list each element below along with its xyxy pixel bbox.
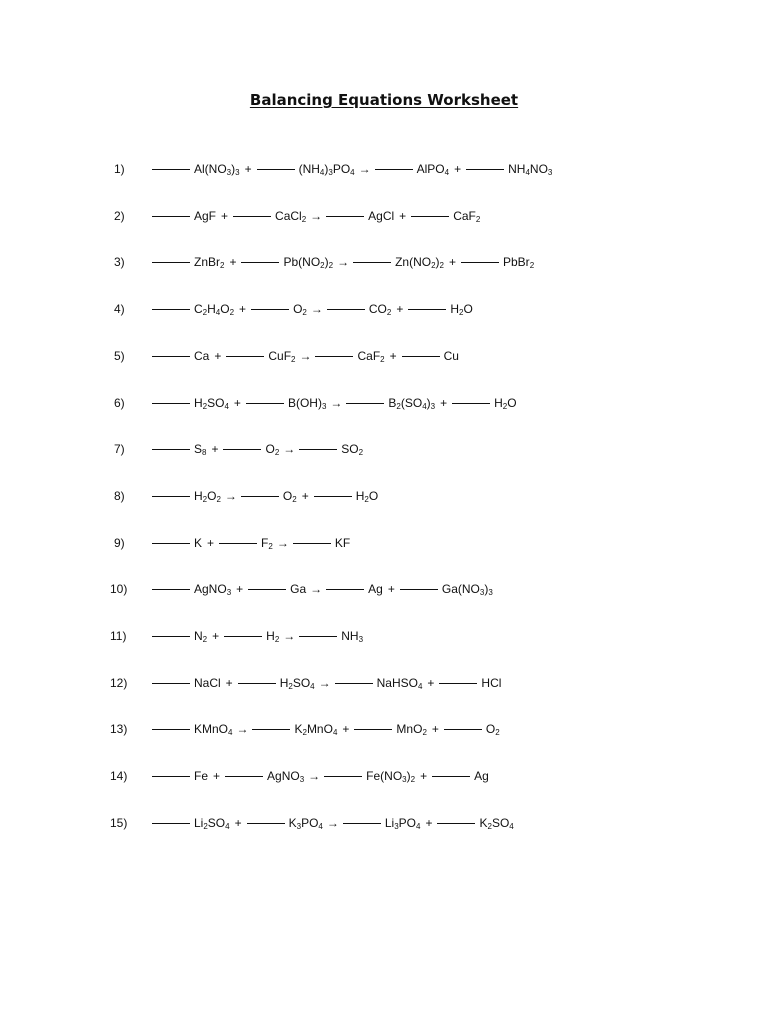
chemical-formula: $Li_3PO_4$	[384, 815, 421, 831]
plus-sign: +	[229, 255, 237, 270]
coefficient-blank[interactable]	[439, 682, 477, 684]
reaction-arrow-icon: →	[337, 255, 350, 270]
chemical-equation	[152, 205, 480, 227]
chemical-formula: Ga	[290, 582, 307, 597]
equation-number: 4)	[114, 302, 125, 317]
equation-number: 7)	[114, 442, 125, 457]
worksheet-title: Balancing Equations Worksheet	[249, 91, 519, 109]
chemical-formula: CaCl$_2$	[275, 208, 307, 224]
equation-number: 8)	[114, 488, 125, 503]
chemical-formula: AgNO$_3$	[267, 769, 305, 785]
equation-row	[0, 205, 768, 227]
coefficient-blank[interactable]	[335, 682, 373, 684]
coefficient-blank[interactable]	[251, 308, 289, 310]
chemical-formula: KF	[334, 535, 351, 550]
reaction-arrow-icon: →	[310, 302, 323, 317]
reaction-arrow-icon: →	[310, 582, 323, 597]
coefficient-blank[interactable]	[437, 822, 475, 824]
chemical-equation	[152, 298, 473, 320]
equation-row	[0, 485, 768, 507]
equation-row	[0, 345, 768, 367]
chemical-formula: KMnO$_4$	[194, 722, 233, 738]
plus-sign: +	[427, 675, 435, 690]
coefficient-blank[interactable]	[152, 308, 190, 310]
reaction-arrow-icon: →	[283, 629, 296, 643]
plus-sign: +	[236, 582, 244, 597]
chemical-formula: $O_2$	[485, 722, 500, 738]
coefficient-blank[interactable]	[241, 495, 279, 497]
chemical-formula: $C_2H_4O_2$	[194, 302, 235, 318]
equation-row	[0, 625, 768, 647]
chemical-formula: $S_8$	[194, 442, 207, 458]
coefficient-blank[interactable]	[326, 215, 364, 217]
chemical-formula: $NH_4NO_3$	[508, 162, 553, 177]
chemical-formula: AlPO$_4$	[416, 162, 450, 177]
coefficient-blank[interactable]	[466, 168, 504, 170]
chemical-formula: MnO$_2$	[396, 722, 427, 738]
chemical-formula: AgNO$_3$	[194, 582, 232, 598]
coefficient-blank[interactable]	[152, 448, 190, 450]
chemical-formula: $NH_3$	[341, 629, 364, 644]
chemical-equation	[152, 485, 378, 507]
chemical-formula: Fe	[194, 769, 209, 784]
reaction-arrow-icon: →	[276, 535, 289, 550]
chemical-formula: $H_2SO_4$	[279, 675, 315, 691]
chemical-formula: $H_2O$	[355, 488, 379, 504]
coefficient-blank[interactable]	[219, 542, 257, 544]
chemical-formula: $N_2$	[194, 629, 208, 644]
chemical-equation	[152, 812, 514, 834]
coefficient-blank[interactable]	[152, 215, 190, 217]
equation-number: 6)	[114, 395, 125, 410]
chemical-formula: Cu	[443, 348, 459, 363]
chemical-formula: Ag	[474, 769, 489, 784]
chemical-formula: NaHSO$_4$	[376, 675, 423, 691]
chemical-equation	[152, 532, 350, 554]
chemical-formula: $(NH_4)_3PO_4$	[298, 162, 355, 177]
chemical-equation	[152, 158, 552, 180]
chemical-formula: $H_2$	[266, 629, 280, 644]
plus-sign: +	[212, 629, 220, 643]
coefficient-blank[interactable]	[225, 775, 263, 777]
chemical-equation	[152, 392, 517, 414]
chemical-formula: Ca	[194, 348, 210, 363]
coefficient-blank[interactable]	[246, 402, 284, 404]
coefficient-blank[interactable]	[233, 215, 271, 217]
coefficient-blank[interactable]	[402, 355, 440, 357]
reaction-arrow-icon: →	[299, 348, 312, 363]
equation-row	[0, 765, 768, 787]
chemical-formula: HCl	[481, 675, 502, 690]
plus-sign: +	[301, 488, 309, 503]
chemical-formula: $H_2O$	[450, 302, 473, 318]
plus-sign: +	[342, 722, 350, 737]
plus-sign: +	[396, 302, 404, 317]
coefficient-blank[interactable]	[411, 215, 449, 217]
coefficient-blank[interactable]	[461, 261, 499, 263]
coefficient-blank[interactable]	[327, 308, 365, 310]
coefficient-blank[interactable]	[346, 402, 384, 404]
chemical-formula: $Ga(NO_3)_3$	[441, 582, 493, 598]
coefficient-blank[interactable]	[152, 261, 190, 263]
reaction-arrow-icon: →	[318, 675, 331, 690]
equation-number: 2)	[114, 208, 125, 223]
coefficient-blank[interactable]	[152, 682, 190, 684]
plus-sign: +	[420, 769, 428, 784]
chemical-formula: $Pb(NO_2)_2$	[283, 255, 334, 271]
coefficient-blank[interactable]	[152, 402, 190, 404]
chemical-formula: $CO_2$	[368, 302, 392, 318]
coefficient-blank[interactable]	[293, 542, 331, 544]
chemical-formula: $Fe(NO_3)_2$	[366, 769, 416, 785]
plus-sign: +	[389, 348, 397, 363]
coefficient-blank[interactable]	[247, 822, 285, 824]
coefficient-blank[interactable]	[326, 588, 364, 590]
coefficient-blank[interactable]	[152, 635, 190, 637]
coefficient-blank[interactable]	[238, 682, 276, 684]
coefficient-blank[interactable]	[223, 448, 261, 450]
coefficient-blank[interactable]	[152, 775, 190, 777]
reaction-arrow-icon: →	[308, 769, 321, 784]
chemical-formula: $K_2SO_4$	[479, 815, 514, 831]
coefficient-blank[interactable]	[408, 308, 446, 310]
coefficient-blank[interactable]	[152, 495, 190, 497]
plus-sign: +	[207, 535, 215, 550]
coefficient-blank[interactable]	[314, 495, 352, 497]
plus-sign: +	[244, 162, 252, 176]
chemical-equation	[152, 438, 363, 460]
coefficient-blank[interactable]	[315, 355, 353, 357]
chemical-formula: $O_2$	[265, 442, 280, 458]
chemical-equation	[152, 718, 500, 740]
chemical-formula: $H_2SO_4$	[194, 395, 229, 411]
equation-number: 1)	[114, 162, 125, 176]
chemical-formula: CuF$_2$	[268, 348, 296, 364]
coefficient-blank[interactable]	[152, 168, 190, 170]
chemical-formula: AgCl	[368, 208, 395, 223]
plus-sign: +	[214, 348, 222, 363]
chemical-formula: $K_2MnO_4$	[294, 722, 338, 738]
chemical-formula: $B(OH)_3$	[287, 395, 327, 411]
equation-number: 14)	[110, 769, 128, 784]
coefficient-blank[interactable]	[152, 588, 190, 590]
plus-sign: +	[425, 815, 433, 830]
chemical-equation	[152, 251, 534, 273]
plus-sign: +	[225, 675, 233, 690]
reaction-arrow-icon: →	[330, 395, 343, 410]
equation-row	[0, 578, 768, 600]
coefficient-blank[interactable]	[252, 728, 290, 730]
equation-number: 15)	[110, 815, 128, 830]
chemical-formula: CaF$_2$	[453, 208, 481, 224]
coefficient-blank[interactable]	[324, 775, 362, 777]
coefficient-blank[interactable]	[224, 635, 262, 637]
coefficient-blank[interactable]	[152, 542, 190, 544]
equation-row	[0, 718, 768, 740]
reaction-arrow-icon: →	[358, 162, 371, 176]
coefficient-blank[interactable]	[444, 728, 482, 730]
chemical-formula: AgF	[194, 208, 217, 223]
equation-row	[0, 158, 768, 180]
equation-number: 13)	[110, 722, 128, 737]
chemical-formula: ZnBr$_2$	[194, 255, 225, 271]
equation-row	[0, 812, 768, 834]
chemical-formula: $O_2$	[293, 302, 307, 318]
chemical-formula: CaF$_2$	[357, 348, 385, 364]
coefficient-blank[interactable]	[452, 402, 490, 404]
equation-row	[0, 251, 768, 273]
equation-row	[0, 298, 768, 320]
coefficient-blank[interactable]	[343, 822, 381, 824]
plus-sign: +	[399, 208, 407, 223]
chemical-equation	[152, 765, 489, 787]
equation-row	[0, 438, 768, 460]
coefficient-blank[interactable]	[226, 355, 264, 357]
equation-number: 12)	[110, 675, 128, 690]
chemical-equation	[152, 672, 501, 694]
plus-sign: +	[387, 582, 395, 597]
equation-number: 11)	[110, 629, 127, 643]
plus-sign: +	[233, 395, 241, 410]
chemical-formula: $Li_2SO_4$	[194, 815, 230, 831]
chemical-equation	[152, 578, 493, 600]
reaction-arrow-icon: →	[326, 815, 339, 830]
coefficient-blank[interactable]	[375, 168, 413, 170]
equation-number: 9)	[114, 535, 125, 550]
reaction-arrow-icon: →	[236, 722, 249, 737]
chemical-formula: $K_3PO_4$	[288, 815, 323, 831]
coefficient-blank[interactable]	[152, 728, 190, 730]
coefficient-blank[interactable]	[400, 588, 438, 590]
equation-number: 3)	[114, 255, 125, 270]
coefficient-blank[interactable]	[299, 635, 337, 637]
chemical-formula: K	[194, 535, 203, 550]
chemical-formula: $O_2$	[282, 488, 297, 504]
coefficient-blank[interactable]	[248, 588, 286, 590]
plus-sign: +	[448, 255, 456, 270]
coefficient-blank[interactable]	[241, 261, 279, 263]
chemical-formula: $Zn(NO_2)_2$	[395, 255, 444, 271]
coefficient-blank[interactable]	[432, 775, 470, 777]
coefficient-blank[interactable]	[354, 728, 392, 730]
chemical-formula: $Al(NO_3)_3$	[194, 162, 240, 177]
chemical-formula: $F_2$	[261, 535, 273, 551]
coefficient-blank[interactable]	[257, 168, 295, 170]
plus-sign: +	[213, 769, 221, 784]
plus-sign: +	[234, 815, 242, 830]
equation-row	[0, 672, 768, 694]
coefficient-blank[interactable]	[353, 261, 391, 263]
chemical-formula: NaCl	[194, 675, 221, 690]
chemical-formula: PbBr$_2$	[503, 255, 535, 271]
plus-sign: +	[211, 442, 219, 457]
chemical-formula: $H_2O_2$	[194, 488, 221, 504]
reaction-arrow-icon: →	[310, 208, 323, 223]
chemical-equation	[152, 625, 363, 647]
coefficient-blank[interactable]	[299, 448, 337, 450]
equation-number: 5)	[114, 348, 125, 363]
plus-sign: +	[431, 722, 439, 737]
plus-sign: +	[221, 208, 229, 223]
plus-sign: +	[454, 162, 462, 176]
equation-row	[0, 532, 768, 554]
chemical-formula: $H_2O$	[494, 395, 517, 411]
equation-number: 10)	[110, 582, 128, 597]
chemical-formula: Ag	[368, 582, 383, 597]
plus-sign: +	[440, 395, 448, 410]
chemical-formula: $SO_2$	[341, 442, 364, 458]
reaction-arrow-icon: →	[224, 488, 237, 503]
plus-sign: +	[239, 302, 247, 317]
chemical-equation	[152, 345, 459, 367]
coefficient-blank[interactable]	[152, 355, 190, 357]
equation-row	[0, 392, 768, 414]
reaction-arrow-icon: →	[283, 442, 296, 457]
coefficient-blank[interactable]	[152, 822, 190, 824]
chemical-formula: $B_2(SO_4)_3$	[388, 395, 436, 411]
